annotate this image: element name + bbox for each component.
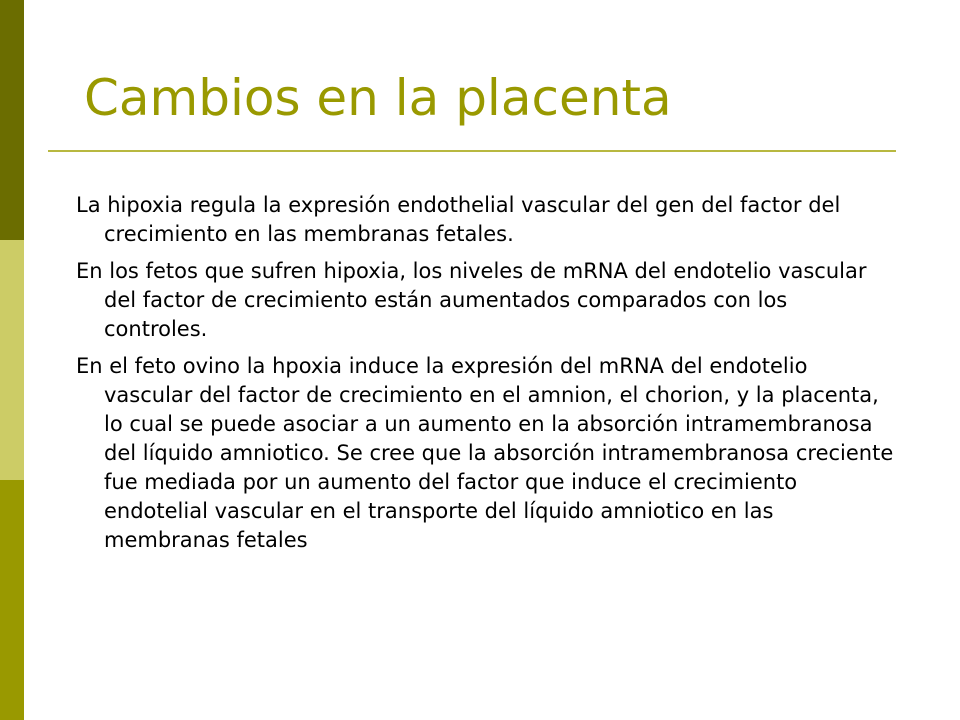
side-bar-bottom-segment	[0, 480, 24, 720]
slide-body	[76, 191, 896, 563]
slide-title: Cambios en la placenta	[84, 69, 672, 127]
side-bar-middle-segment	[0, 240, 24, 480]
body-paragraph-3: En el feto ovino la hpoxia induce la expresión del mRNA del endotelio vascular del factor de crecimiento en el amnion, el chorion, y la placenta, lo cual se puede asociar a un aumento en la absorción intramembranosa del líquido amniotico. Se cree que la absorción intramembranosa creciente fue mediada por un aumento del factor que induce el crecimiento endotelial vascular en el transporte del líquido amniotico en las membranas fetales	[76, 354, 894, 552]
side-bar-top-segment	[0, 0, 24, 240]
title-divider	[48, 150, 896, 152]
body-paragraph-1: La hipoxia regula la expresión endothelial vascular del gen del factor del crecimiento en las membranas fetales.	[76, 193, 841, 246]
body-paragraph-2: En los fetos que sufren hipoxia, los niveles de mRNA del endotelio vascular del factor de crecimiento están aumentados comparados con los controles.	[76, 259, 867, 341]
